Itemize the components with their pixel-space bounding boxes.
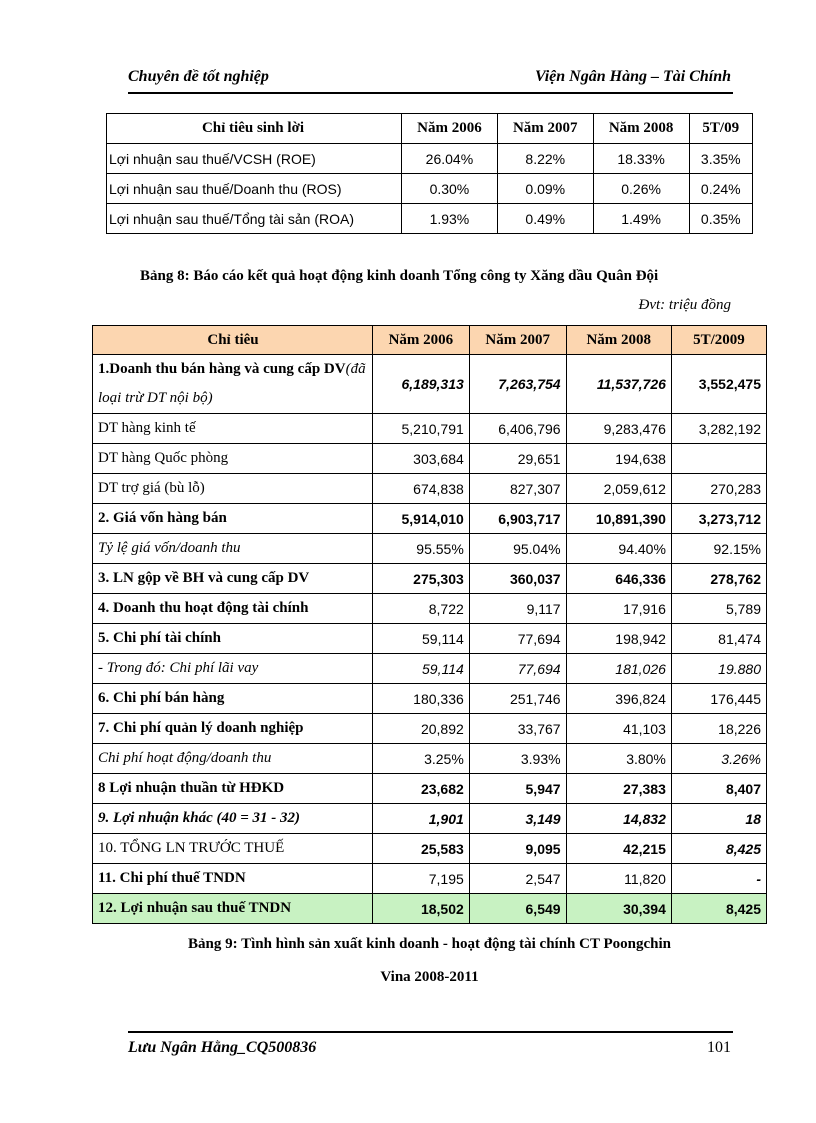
cell: 7,195 <box>373 864 470 894</box>
header-institute: Viện Ngân Hàng – Tài Chính <box>534 68 731 85</box>
header-cell: Năm 2007 <box>497 114 593 144</box>
cell: 9,095 <box>469 834 566 864</box>
table-row-highlight <box>93 894 767 924</box>
cell: 674,838 <box>373 474 470 504</box>
cell: 6,549 <box>469 894 566 924</box>
table-row <box>93 504 767 534</box>
header-cell: Chỉ tiêu <box>93 326 373 355</box>
cell: 7,263,754 <box>469 355 566 414</box>
row-label: Chi phí hoạt động/doanh thu <box>93 744 373 774</box>
cell: 0.49% <box>497 204 593 234</box>
cell: 3,552,475 <box>671 355 766 414</box>
cell: 27,383 <box>566 774 671 804</box>
cell: 1.93% <box>402 204 498 234</box>
cell: 8,407 <box>671 774 766 804</box>
cell: 11,537,726 <box>566 355 671 414</box>
header-cell: 5T/09 <box>689 114 752 144</box>
cell: 41,103 <box>566 714 671 744</box>
header-cell: Năm 2006 <box>402 114 498 144</box>
table-row <box>93 474 767 504</box>
table-row <box>93 564 767 594</box>
table-row <box>93 684 767 714</box>
table-row <box>93 624 767 654</box>
cell: 827,307 <box>469 474 566 504</box>
row-label: Tỷ lệ giá vốn/doanh thu <box>93 534 373 564</box>
cell: 0.30% <box>402 174 498 204</box>
header-title: Chuyên đề tốt nghiệp <box>128 68 269 85</box>
cell: 19.880 <box>671 654 766 684</box>
cell: 10,891,390 <box>566 504 671 534</box>
cell: 3.25% <box>373 744 470 774</box>
cell: 5,210,791 <box>373 414 470 444</box>
cell: 17,916 <box>566 594 671 624</box>
cell: 360,037 <box>469 564 566 594</box>
profitability-table <box>106 113 753 234</box>
cell: 42,215 <box>566 834 671 864</box>
cell: 176,445 <box>671 684 766 714</box>
row-label: - Trong đó: Chi phí lãi vay <box>93 654 373 684</box>
cell: 8,425 <box>671 834 766 864</box>
row-label: 2. Giá vốn hàng bán <box>93 504 373 534</box>
cell: 20,892 <box>373 714 470 744</box>
row-label: 10. TỔNG LN TRƯỚC THUẾ <box>93 834 373 864</box>
table-row <box>107 204 753 234</box>
cell: 11,820 <box>566 864 671 894</box>
cell: 0.09% <box>497 174 593 204</box>
header-cell: Năm 2008 <box>566 326 671 355</box>
cell: 646,336 <box>566 564 671 594</box>
cell: 278,762 <box>671 564 766 594</box>
row-label: DT hàng kinh tế <box>93 414 373 444</box>
cell: 194,638 <box>566 444 671 474</box>
cell: 6,406,796 <box>469 414 566 444</box>
cell: 2,059,612 <box>566 474 671 504</box>
cell: 270,283 <box>671 474 766 504</box>
cell: 25,583 <box>373 834 470 864</box>
cell: 251,746 <box>469 684 566 714</box>
cell: 26.04% <box>402 144 498 174</box>
cell <box>671 444 766 474</box>
cell: 95.04% <box>469 534 566 564</box>
cell: 14,832 <box>566 804 671 834</box>
unit-label: Đvt: triệu đồng <box>638 297 731 313</box>
cell: 0.35% <box>689 204 752 234</box>
header-cell: Chỉ tiêu sinh lời <box>107 114 402 144</box>
row-label: 12. Lợi nhuận sau thuế TNDN <box>93 894 373 924</box>
row-label: 5. Chi phí tài chính <box>93 624 373 654</box>
cell: 3.35% <box>689 144 752 174</box>
row-label: 8 Lợi nhuận thuần từ HĐKD <box>93 774 373 804</box>
cell: 3,282,192 <box>671 414 766 444</box>
cell: 181,026 <box>566 654 671 684</box>
page-number: 101 <box>707 1039 731 1056</box>
cell: 81,474 <box>671 624 766 654</box>
row-label: Lợi nhuận sau thuế/Tổng tài sản (ROA) <box>107 204 402 234</box>
cell: 29,651 <box>469 444 566 474</box>
table-row <box>93 864 767 894</box>
cell: 9,117 <box>469 594 566 624</box>
table9-caption <box>92 928 767 994</box>
cell: 0.24% <box>689 174 752 204</box>
table-row <box>93 594 767 624</box>
cell: 95.55% <box>373 534 470 564</box>
cell: 5,789 <box>671 594 766 624</box>
row-label: 11. Chi phí thuế TNDN <box>93 864 373 894</box>
cell: 94.40% <box>566 534 671 564</box>
cell: 3,149 <box>469 804 566 834</box>
table-row <box>93 774 767 804</box>
table-row <box>93 654 767 684</box>
cell: 8,722 <box>373 594 470 624</box>
cell: 18.33% <box>593 144 689 174</box>
row-label-main: 1.Doanh thu bán hàng và cung cấp DV <box>98 361 346 377</box>
cell: 33,767 <box>469 714 566 744</box>
header-cell: Năm 2007 <box>469 326 566 355</box>
cell: 180,336 <box>373 684 470 714</box>
table-row <box>107 174 753 204</box>
row-label: 7. Chi phí quản lý doanh nghiệp <box>93 714 373 744</box>
cell: 303,684 <box>373 444 470 474</box>
business-results-table <box>92 325 767 924</box>
cell: 3.93% <box>469 744 566 774</box>
table-row <box>93 744 767 774</box>
footer-author: Lưu Ngân Hằng_CQ500836 <box>128 1039 317 1056</box>
table-row <box>107 144 753 174</box>
cell: 30,394 <box>566 894 671 924</box>
cell: 9,283,476 <box>566 414 671 444</box>
cell: 8,425 <box>671 894 766 924</box>
row-label: 4. Doanh thu hoạt động tài chính <box>93 594 373 624</box>
table-row <box>93 714 767 744</box>
table-row <box>93 534 767 564</box>
header-cell: Năm 2006 <box>373 326 470 355</box>
table-header-row <box>107 114 753 144</box>
table8-caption: Bảng 8: Báo cáo kết quả hoạt động kinh doanh Tổng công ty Xăng dầu Quân Đội <box>140 268 659 284</box>
cell: 396,824 <box>566 684 671 714</box>
row-label: 3. LN gộp về BH và cung cấp DV <box>93 564 373 594</box>
row-label-note: (đã loại trừ DT nội bộ) <box>98 361 366 406</box>
cell: 3.80% <box>566 744 671 774</box>
cell: 3.26% <box>671 744 766 774</box>
row-label: DT hàng Quốc phòng <box>93 444 373 474</box>
cell: 5,947 <box>469 774 566 804</box>
cell: 6,903,717 <box>469 504 566 534</box>
cell: 1,901 <box>373 804 470 834</box>
cell: 0.26% <box>593 174 689 204</box>
table9-caption-line1: Bảng 9: Tình hình sản xuất kinh doanh - hoạt động tài chính CT Poongchin <box>188 936 671 952</box>
table-row <box>93 355 767 414</box>
cell: - <box>671 864 766 894</box>
cell: 275,303 <box>373 564 470 594</box>
cell: 6,189,313 <box>373 355 470 414</box>
cell: 5,914,010 <box>373 504 470 534</box>
cell: 198,942 <box>566 624 671 654</box>
row-label: Lợi nhuận sau thuế/Doanh thu (ROS) <box>107 174 402 204</box>
cell: 1.49% <box>593 204 689 234</box>
header-cell: 5T/2009 <box>671 326 766 355</box>
table9-caption-line2: Vina 2008-2011 <box>380 969 479 985</box>
cell: 18 <box>671 804 766 834</box>
table-row <box>93 834 767 864</box>
cell: 3,273,712 <box>671 504 766 534</box>
table-row <box>93 444 767 474</box>
cell: 23,682 <box>373 774 470 804</box>
cell: 8.22% <box>497 144 593 174</box>
row-label: 6. Chi phí bán hàng <box>93 684 373 714</box>
cell: 92.15% <box>671 534 766 564</box>
row-label: Lợi nhuận sau thuế/VCSH (ROE) <box>107 144 402 174</box>
cell: 77,694 <box>469 654 566 684</box>
row-label <box>93 355 373 414</box>
table-row <box>93 414 767 444</box>
page-header <box>128 68 733 94</box>
table-row <box>93 804 767 834</box>
cell: 18,226 <box>671 714 766 744</box>
row-label: 9. Lợi nhuận khác (40 = 31 - 32) <box>93 804 373 834</box>
header-cell: Năm 2008 <box>593 114 689 144</box>
cell: 18,502 <box>373 894 470 924</box>
cell: 77,694 <box>469 624 566 654</box>
cell: 59,114 <box>373 654 470 684</box>
cell: 2,547 <box>469 864 566 894</box>
page-footer <box>128 1031 733 1059</box>
cell: 59,114 <box>373 624 470 654</box>
table-header-row <box>93 326 767 355</box>
row-label: DT trợ giá (bù lỗ) <box>93 474 373 504</box>
